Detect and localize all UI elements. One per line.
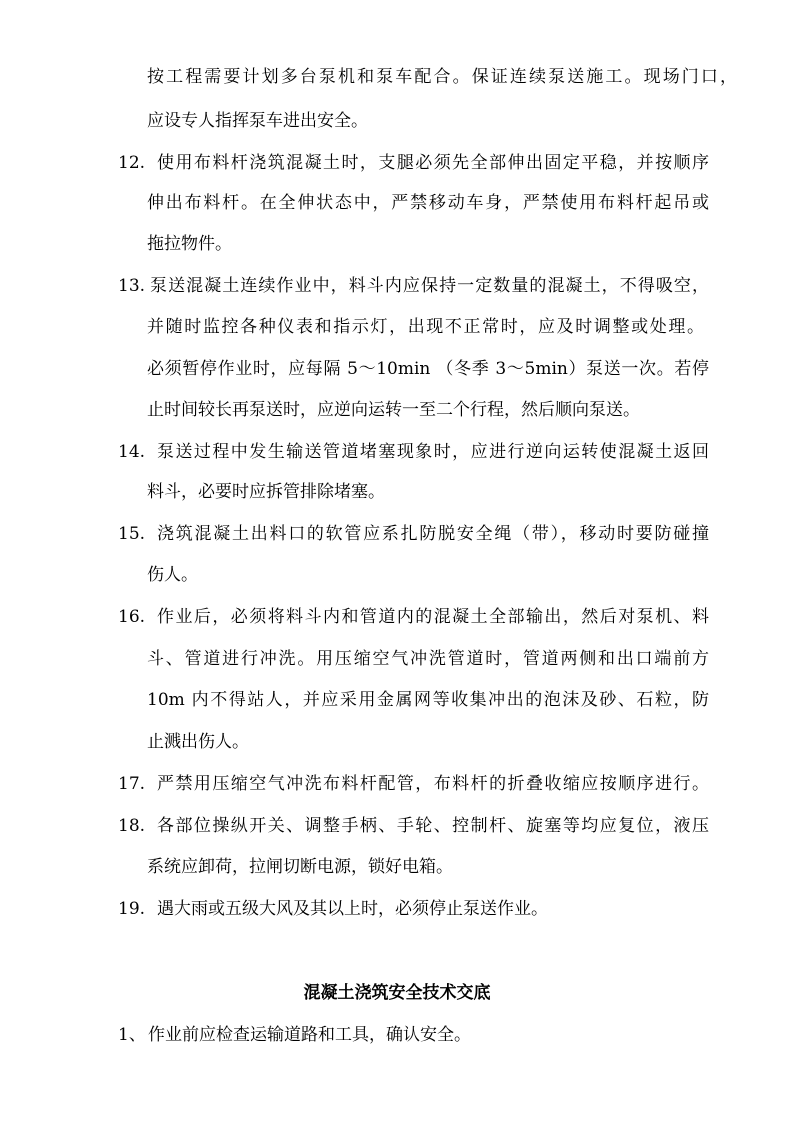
text-line: 斗、管道进行冲洗。用压缩空气冲洗管道时，管道两侧和出口端前方	[147, 649, 709, 669]
text-line: 拖拉物件。	[147, 234, 232, 254]
item-number: 17.	[118, 774, 146, 794]
text-line: 伸出布料杆。在全伸状态中，严禁移动车身，严禁使用布料杆起吊或	[147, 193, 709, 213]
text-line: 并随时监控各种仪表和指示灯，出现不正常时，应及时调整或处理。	[147, 317, 704, 337]
text-line: 使用布料杆浇筑混凝土时，支腿必须先全部伸出固定平稳，并按顺序	[157, 153, 709, 173]
text-line: 10m 内不得站人，并应采用金属网等收集冲出的泡沫及砂、石粒，防	[147, 690, 709, 710]
section-heading: 混凝土浇筑安全技术交底	[303, 983, 491, 1003]
text-line: 严禁用压缩空气冲洗布料杆配管，布料杆的折叠收缩应按顺序进行。	[157, 774, 709, 794]
text-line: 泵送混凝土连续作业中，料斗内应保持一定数量的混凝土，不得吸空，	[150, 276, 709, 296]
item-number: 19.	[118, 899, 146, 919]
text-line: 各部位操纵开关、调整手柄、手轮、控制杆、旋塞等均应复位，液压	[157, 816, 709, 836]
item-number: 15.	[118, 524, 146, 544]
text-line: 应设专人指挥泵车进出安全。	[147, 111, 368, 131]
text-line: 作业前应检查运输道路和工具，确认安全。	[148, 1025, 471, 1045]
text-line: 系统应卸荷，拉闸切断电源，锁好电箱。	[147, 857, 453, 877]
item-number: 16.	[118, 607, 146, 627]
item-number: 12.	[118, 153, 146, 173]
text-line: 泵送过程中发生输送管道堵塞现象时，应进行逆向运转使混凝土返回	[157, 442, 709, 462]
item-number: 18.	[118, 816, 146, 836]
text-line: 伤人。	[147, 565, 198, 585]
text-line: 浇筑混凝土出料口的软管应系扎防脱安全绳（带），移动时要防碰撞	[157, 524, 709, 544]
text-line: 作业后，必须将料斗内和管道内的混凝土全部输出，然后对泵机、料	[157, 607, 709, 627]
item-number: 13.	[118, 276, 146, 296]
text-line: 止溅出伤人。	[147, 732, 249, 752]
text-line: 必须暂停作业时，应每隔 5～10min （冬季 3～5min）泵送一次。若停	[147, 359, 709, 379]
text-line: 止时间较长再泵送时，应逆向运转一至二个行程，然后顺向泵送。	[147, 400, 640, 420]
item-number: 14.	[118, 442, 146, 462]
text-line: 按工程需要计划多台泵机和泵车配合。保证连续泵送施工。现场门口，	[147, 67, 737, 87]
text-line: 遇大雨或五级大风及其以上时，必须停止泵送作业。	[157, 899, 548, 919]
text-line: 料斗，必要时应拆管排除堵塞。	[147, 482, 385, 502]
item-number: 1、	[118, 1025, 146, 1045]
